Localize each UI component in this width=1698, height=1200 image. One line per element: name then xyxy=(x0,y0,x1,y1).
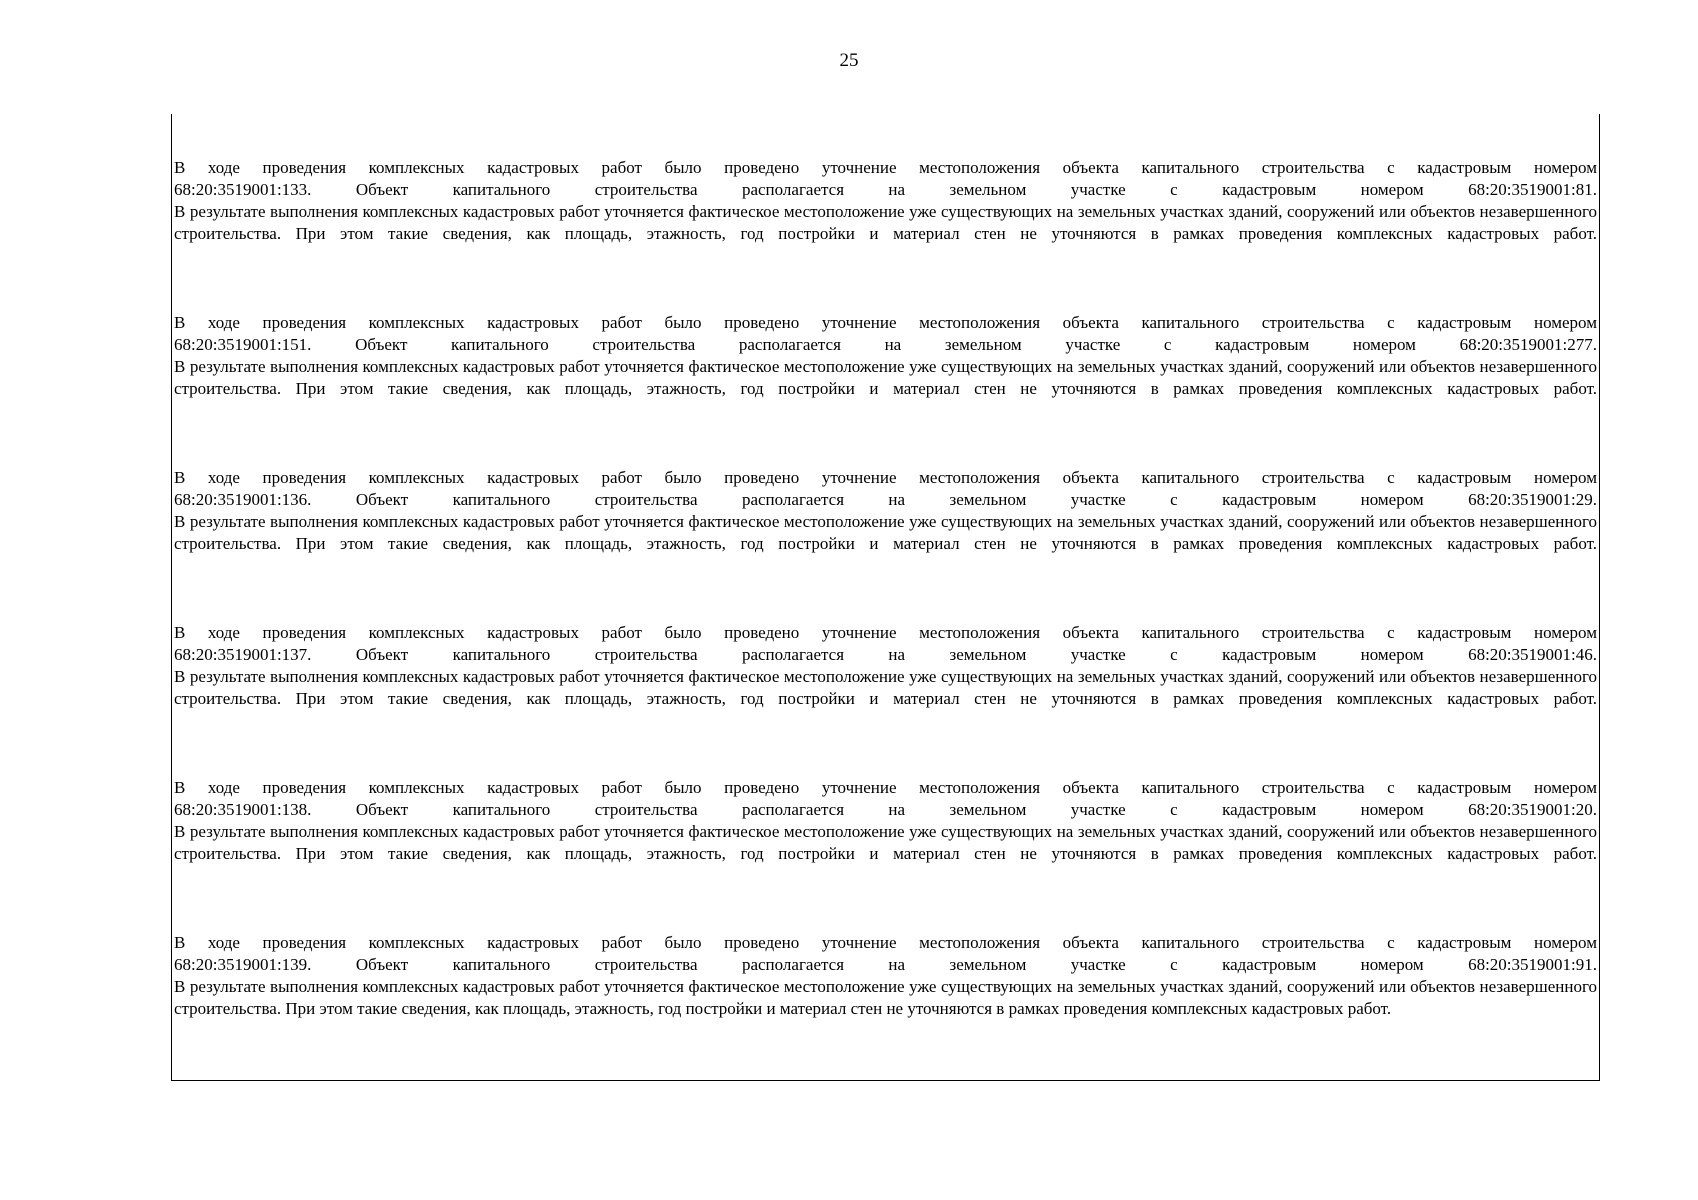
paragraph-line-1: В ходе проведения комплексных кадастровых работ было проведено уточнение местоположения объекта капитального строительства с кадастровым номером xyxy=(174,623,1597,642)
paragraph-line-2: 68:20:3519001:138. Объект капитального строительства располагается на земельном участке с кадастровым номером 68:20:3519001:20. xyxy=(174,800,1597,819)
paragraph-line-2: 68:20:3519001:133. Объект капитального строительства располагается на земельном участке с кадастровым номером 68:20:3519001:81. xyxy=(174,180,1597,199)
paragraph-4 xyxy=(174,622,1597,710)
paragraph-line-2: 68:20:3519001:136. Объект капитального строительства располагается на земельном участке с кадастровым номером 68:20:3519001:29. xyxy=(174,490,1597,509)
paragraph-body: В результате выполнения комплексных кадастровых работ уточняется фактическое местоположение уже существующих на земельных участках зданий, сооружений или объектов незавершенного строительства. При этом такие сведения, как площадь, этажность, год постройки и материал стен не уточняются в рамках проведения комплексных кадастровых работ. xyxy=(174,822,1597,863)
paragraph-line-1: В ходе проведения комплексных кадастровых работ было проведено уточнение местоположения объекта капитального строительства с кадастровым номером xyxy=(174,313,1597,332)
paragraph-1 xyxy=(174,157,1597,245)
paragraph-3 xyxy=(174,467,1597,555)
paragraph-body: В результате выполнения комплексных кадастровых работ уточняется фактическое местоположение уже существующих на земельных участках зданий, сооружений или объектов незавершенного строительства. При этом такие сведения, как площадь, этажность, год постройки и материал стен не уточняются в рамках проведения комплексных кадастровых работ. xyxy=(174,512,1597,553)
page-number: 25 xyxy=(839,50,859,71)
paragraph-line-1: В ходе проведения комплексных кадастровых работ было проведено уточнение местоположения объекта капитального строительства с кадастровым номером xyxy=(174,778,1597,797)
paragraph-2 xyxy=(174,312,1597,400)
paragraph-body: В результате выполнения комплексных кадастровых работ уточняется фактическое местоположение уже существующих на земельных участках зданий, сооружений или объектов незавершенного строительства. При этом такие сведения, как площадь, этажность, год постройки и материал стен не уточняются в рамках проведения комплексных кадастровых работ. xyxy=(174,667,1597,708)
paragraph-line-1: В ходе проведения комплексных кадастровых работ было проведено уточнение местоположения объекта капитального строительства с кадастровым номером xyxy=(174,933,1597,952)
paragraph-body: В результате выполнения комплексных кадастровых работ уточняется фактическое местоположение уже существующих на земельных участках зданий, сооружений или объектов незавершенного строительства. При этом такие сведения, как площадь, этажность, год постройки и материал стен не уточняются в рамках проведения комплексных кадастровых работ. xyxy=(174,977,1597,1018)
paragraph-line-1: В ходе проведения комплексных кадастровых работ было проведено уточнение местоположения объекта капитального строительства с кадастровым номером xyxy=(174,468,1597,487)
paragraph-5 xyxy=(174,777,1597,865)
paragraph-6 xyxy=(174,932,1597,1020)
paragraph-line-2: 68:20:3519001:139. Объект капитального строительства располагается на земельном участке с кадастровым номером 68:20:3519001:91. xyxy=(174,955,1597,974)
paragraph-line-2: 68:20:3519001:137. Объект капитального строительства располагается на земельном участке с кадастровым номером 68:20:3519001:46. xyxy=(174,645,1597,664)
paragraph-body: В результате выполнения комплексных кадастровых работ уточняется фактическое местоположение уже существующих на земельных участках зданий, сооружений или объектов незавершенного строительства. При этом такие сведения, как площадь, этажность, год постройки и материал стен не уточняются в рамках проведения комплексных кадастровых работ. xyxy=(174,357,1597,398)
paragraph-body: В результате выполнения комплексных кадастровых работ уточняется фактическое местоположение уже существующих на земельных участках зданий, сооружений или объектов незавершенного строительства. При этом такие сведения, как площадь, этажность, год постройки и материал стен не уточняются в рамках проведения комплексных кадастровых работ. xyxy=(174,202,1597,243)
paragraph-line-1: В ходе проведения комплексных кадастровых работ было проведено уточнение местоположения объекта капитального строительства с кадастровым номером xyxy=(174,158,1597,177)
paragraph-line-2: 68:20:3519001:151. Объект капитального строительства располагается на земельном участке с кадастровым номером 68:20:3519001:277. xyxy=(174,335,1597,354)
